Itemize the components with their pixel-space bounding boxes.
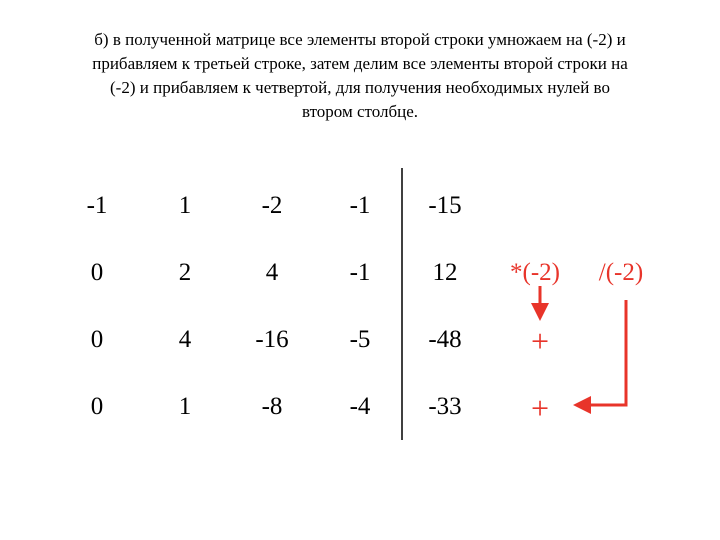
matrix-cell-r3-c3: -16: [255, 326, 289, 353]
matrix-cell-r3-c4: -5: [349, 326, 371, 353]
instruction-line-1: б) в полученной матрице все элементы второй строки умножаем на (-2) и: [94, 30, 626, 49]
matrix-cell-r4-c2: 1: [178, 393, 192, 420]
matrix-cell-r4-c5: -33: [428, 393, 462, 420]
matrix-cell-r2-c4: -1: [349, 259, 371, 286]
matrix-cell-r1-c3: -2: [261, 192, 283, 219]
matrix-cell-r4-c3: -8: [261, 393, 283, 420]
instruction-line-4: втором столбце.: [301, 102, 419, 121]
instruction-line-2: прибавляем к третьей строке, затем делим все элементы второй строки на: [92, 54, 628, 73]
divide-label: /(-2): [598, 259, 644, 286]
instruction-line-3: (-2) и прибавляем к четвертой, для получения необходимых нулей во: [110, 78, 610, 97]
matrix-cell-r1-c1: -1: [86, 192, 108, 219]
matrix-cell-r1-c2: 1: [178, 192, 192, 219]
multiply-label: *(-2): [510, 259, 560, 286]
matrix-cell-r2-c5: 12: [432, 259, 458, 286]
matrix-cell-r3-c5: -48: [428, 326, 462, 353]
matrix-cell-r4-c1: 0: [90, 393, 104, 420]
matrix-cell-r2-c1: 0: [90, 259, 104, 286]
matrix-cell-r1-c5: -15: [428, 192, 462, 219]
matrix-cell-r3-c1: 0: [90, 326, 104, 353]
plus-sign-row4: +: [530, 390, 550, 426]
matrix-cell-r2-c2: 2: [178, 259, 192, 286]
matrix-cell-r3-c2: 4: [178, 326, 192, 353]
matrix-cell-r1-c4: -1: [349, 192, 371, 219]
plus-sign-row3: +: [530, 323, 550, 359]
matrix-cell-r2-c3: 4: [265, 259, 279, 286]
matrix-cell-r4-c4: -4: [349, 393, 371, 420]
